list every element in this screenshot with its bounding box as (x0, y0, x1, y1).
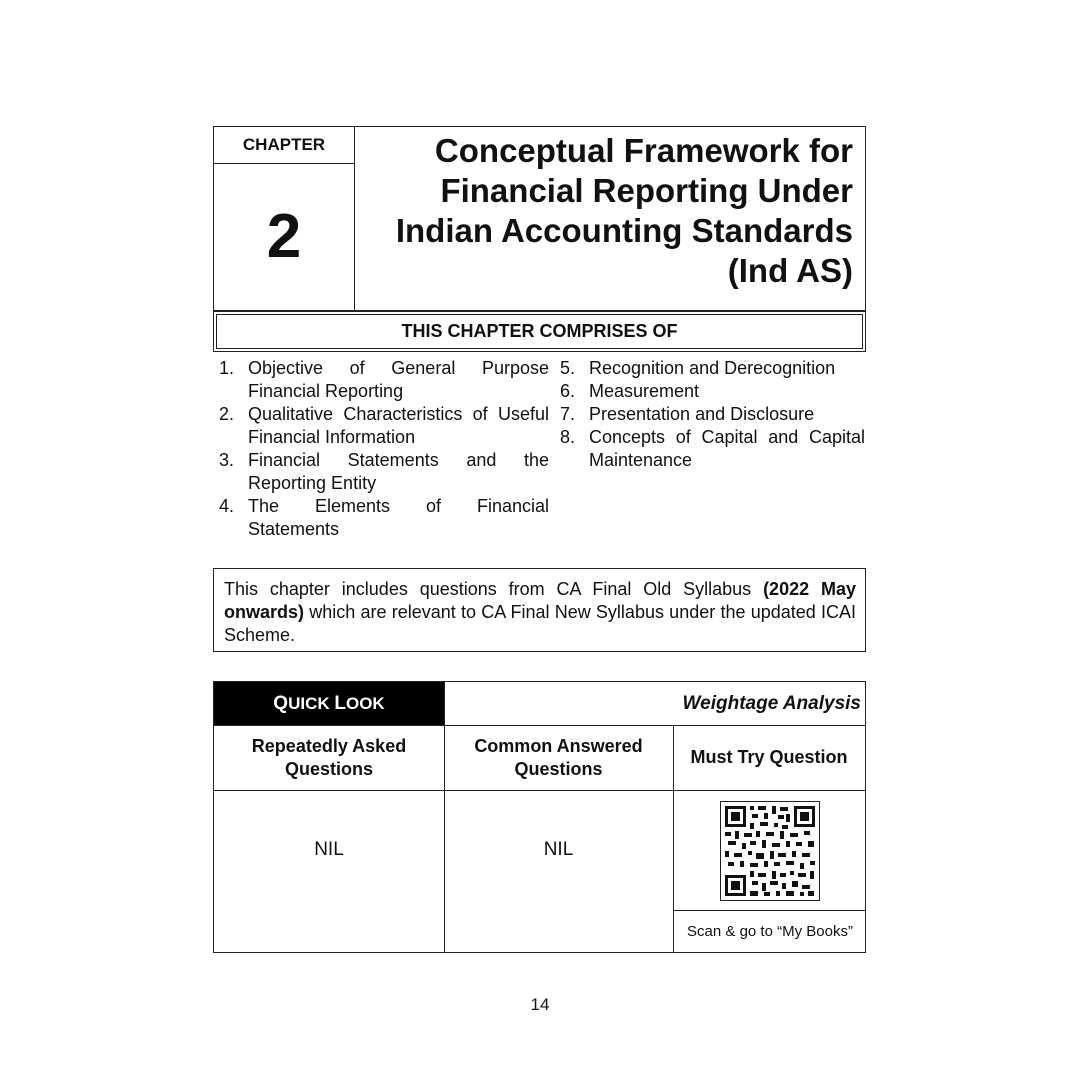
topic-text: Concepts of Capital and Capital Maintenance (589, 427, 865, 470)
chapter-title-line: Conceptual Framework for (434, 132, 853, 169)
topic-text: Measurement (589, 381, 700, 401)
topic-item (219, 449, 549, 495)
note-text: which are relevant to CA Final New Syllabus under the updated ICAI Scheme. (224, 602, 856, 645)
qr-code[interactable] (720, 801, 820, 901)
topic-text: Objective of General Purpose Financial Reporting (248, 358, 549, 401)
page-number: 14 (530, 995, 550, 1014)
weightage-analysis-heading: Weightage Analysis (444, 682, 865, 725)
column-header-repeatedly-asked: Repeatedly Asked Questions (251, 735, 407, 779)
common-answered-value: NIL (543, 839, 574, 860)
quick-look-smallcaps: UICK (288, 693, 330, 713)
comprises-heading-box (213, 311, 866, 352)
topic-number: 3. (219, 450, 235, 470)
chapter-title-line: Financial Reporting Under (440, 172, 853, 209)
topic-number: 4. (219, 496, 235, 516)
topic-number: 5. (560, 358, 576, 378)
topic-list-right (560, 357, 865, 472)
topic-list-left (219, 357, 549, 541)
chapter-title (364, 131, 853, 291)
topic-number: 6. (560, 381, 576, 401)
topic-item (560, 426, 865, 472)
syllabus-note (213, 568, 866, 652)
chapter-number: 2 (266, 202, 302, 271)
chapter-header (213, 126, 866, 311)
topic-text: Presentation and Disclosure (589, 404, 815, 424)
repeatedly-asked-value: NIL (314, 839, 344, 860)
chapter-title-line: Indian Accounting Standards (395, 212, 853, 249)
quick-look-letter: L (334, 692, 346, 714)
chapter-label: CHAPTER (214, 127, 354, 164)
quick-look-letter: Q (273, 692, 289, 714)
quick-look-tab (214, 682, 444, 725)
chapter-title-line: (Ind AS) (727, 252, 853, 289)
topic-number: 8. (560, 427, 576, 447)
topic-item (219, 403, 549, 449)
topic-item (560, 357, 865, 380)
note-text: This chapter includes questions from CA Final Old Syllabus (224, 579, 764, 599)
column-header-common-answered: Common Answered Questions (474, 735, 643, 779)
scan-caption: Scan & go to “My Books” (687, 923, 853, 940)
qr-code-icon (720, 801, 820, 901)
topic-text: The Elements of Financial Statements (248, 496, 549, 539)
topic-item (219, 495, 549, 541)
quick-look-smallcaps: OOK (345, 693, 385, 713)
topic-text: Recognition and Derecognition (589, 358, 836, 378)
topic-item (560, 403, 865, 426)
quick-look-table (213, 681, 866, 953)
column-header-must-try: Must Try Question (690, 747, 848, 767)
topic-number: 2. (219, 404, 235, 424)
topic-text: Qualitative Characteristics of Useful Financial Information (248, 404, 549, 447)
topic-number: 1. (219, 358, 235, 378)
topic-item (560, 380, 865, 403)
comprises-heading: THIS CHAPTER COMPRISES OF (216, 314, 863, 349)
topic-text: Financial Statements and the Reporting Entity (248, 450, 549, 493)
topic-number: 7. (560, 404, 576, 424)
topic-item (219, 357, 549, 403)
note-bold-text: (2022 May onwards) (224, 579, 856, 622)
chapter-number-column (214, 127, 355, 310)
